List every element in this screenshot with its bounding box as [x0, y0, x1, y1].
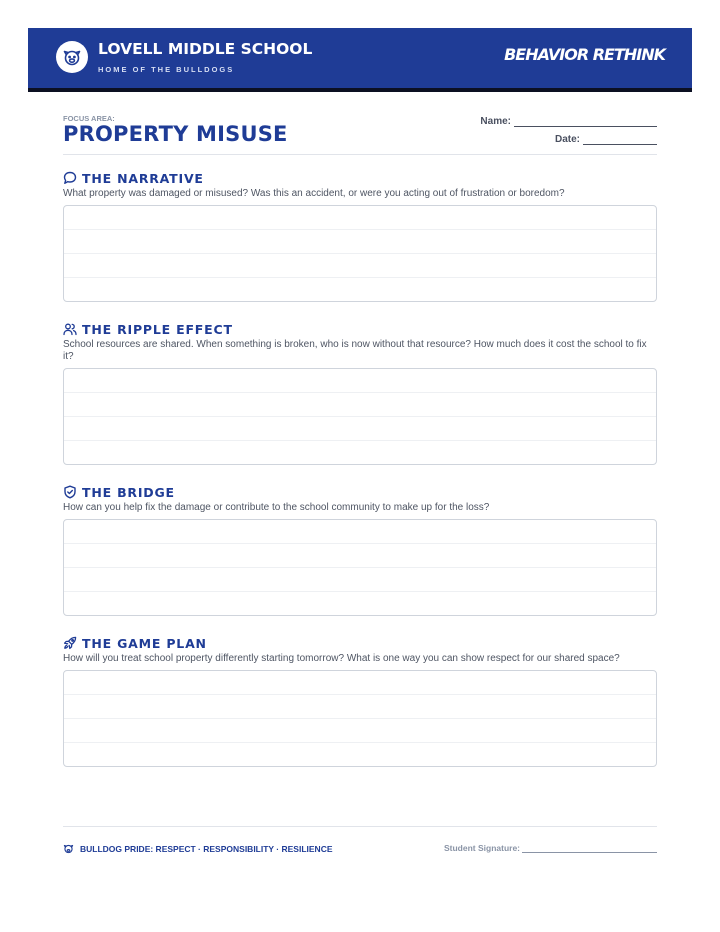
- section-title: THE NARRATIVE: [82, 170, 204, 186]
- speech-bubble-icon: [63, 171, 77, 185]
- school-tagline: HOME OF THE BULLDOGS: [98, 65, 235, 74]
- name-input-line[interactable]: [514, 116, 657, 127]
- focus-area-title: PROPERTY MISUSE: [63, 122, 288, 146]
- section-bridge: [63, 484, 657, 616]
- header-divider: [63, 154, 657, 155]
- ripple-effect-answer-box[interactable]: [63, 368, 657, 465]
- section-narrative: [63, 170, 657, 302]
- header-banner: [28, 28, 692, 92]
- school-name: LOVELL MIDDLE SCHOOL: [98, 40, 313, 58]
- footer-pride: [63, 843, 333, 854]
- signature-field[interactable]: [444, 843, 657, 853]
- bridge-answer-box[interactable]: [63, 519, 657, 616]
- section-ripple-effect: [63, 321, 657, 465]
- game-plan-answer-box[interactable]: [63, 670, 657, 767]
- bulldog-icon: [63, 843, 74, 854]
- date-input-line[interactable]: [583, 134, 657, 145]
- program-brand: BEHAVIOR RETHINK: [504, 45, 665, 64]
- section-title: THE GAME PLAN: [82, 635, 207, 651]
- section-title: THE BRIDGE: [82, 484, 175, 500]
- section-prompt: How can you help fix the damage or contribute to the school community to make up for the loss?: [63, 502, 490, 513]
- section-game-plan: [63, 635, 657, 767]
- focus-area-label: FOCUS AREA:: [63, 114, 115, 123]
- section-prompt: How will you treat school property differently starting tomorrow? What is one way you can show respect for our shared space?: [63, 653, 620, 664]
- date-label: Date:: [554, 134, 580, 145]
- name-field[interactable]: [480, 116, 657, 127]
- section-prompt: School resources are shared. When something is broken, who is now without that resource? How much does it cost the school to fix it?: [63, 339, 647, 362]
- section-prompt: What property was damaged or misused? Was this an accident, or were you acting out of frustration or boredom?: [63, 188, 565, 199]
- pride-motto: BULLDOG PRIDE: RESPECT · RESPONSIBILITY · RESILIENCE: [80, 843, 333, 854]
- shield-check-icon: [63, 485, 77, 499]
- section-title: THE RIPPLE EFFECT: [82, 321, 233, 337]
- bulldog-icon: [56, 41, 88, 73]
- signature-label: Student Signature:: [443, 843, 520, 853]
- name-label: Name:: [480, 116, 511, 127]
- users-icon: [63, 322, 77, 336]
- rocket-icon: [63, 636, 77, 650]
- footer-divider: [63, 826, 657, 827]
- narrative-answer-box[interactable]: [63, 205, 657, 302]
- signature-input-line[interactable]: [522, 844, 657, 853]
- date-field[interactable]: [555, 134, 657, 145]
